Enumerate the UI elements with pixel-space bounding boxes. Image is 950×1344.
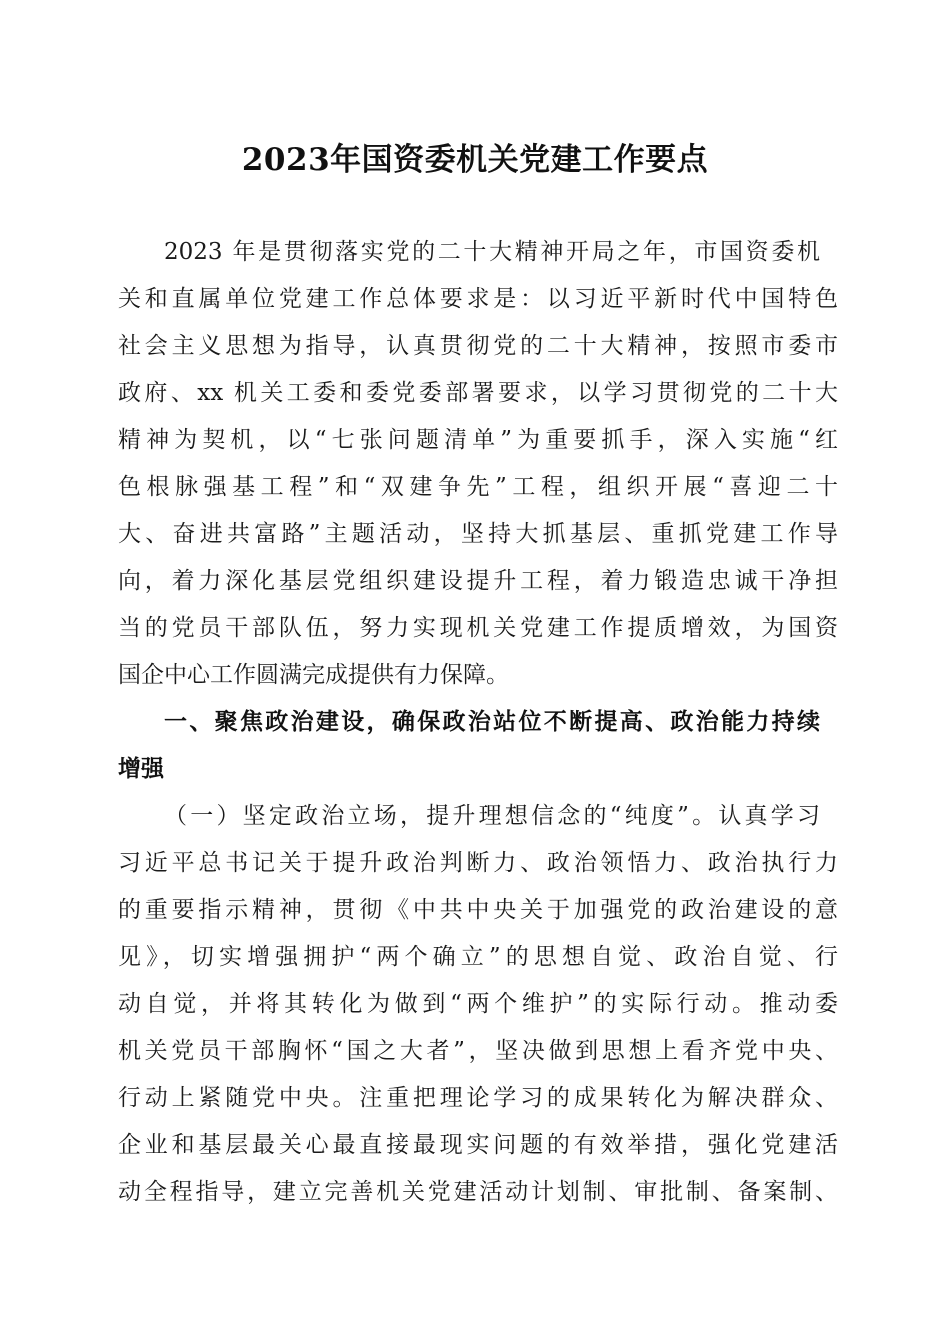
paragraph-line: 行动上紧随党中央。注重把理论学习的成果转化为解决群众、 [118,1085,838,1111]
paragraph-line: 色根脉强基工程”和“双建争先”工程，组织开展“喜迎二十 [118,474,838,500]
paragraph-line: 当的党员干部队伍，努力实现机关党建工作提质增效，为国资 [118,615,838,641]
section-heading: 一、聚焦政治建设，确保政治站位不断提高、政治能力持续 [164,708,820,735]
paragraph-line: 习近平总书记关于提升政治判断力、政治领悟力、政治执行力 [118,850,838,876]
paragraph-line: 国企中心工作圆满完成提供有力保障。 [118,662,509,688]
paragraph-line: 机关党员干部胸怀“国之大者”，坚决做到思想上看齐党中央、 [118,1038,838,1064]
paragraph-line: 企业和基层最关心最直接最现实问题的有效举措，强化党建活 [118,1132,838,1158]
paragraph-line: 2023 年是贯彻落实党的二十大精神开局之年，市国资委机 [164,239,820,265]
paragraph-line: 精神为契机，以“七张问题清单”为重要抓手，深入实施“红 [118,427,838,453]
paragraph-line: 见》，切实增强拥护“两个确立”的思想自觉、政治自觉、行 [118,944,838,970]
paragraph-line: 向，着力深化基层党组织建设提升工程，着力锻造忠诚干净担 [118,568,838,594]
paragraph-line: 关和直属单位党建工作总体要求是：以习近平新时代中国特色 [118,286,838,312]
document-title: 2023年国资委机关党建工作要点 [241,142,709,178]
paragraph-line: 政府、xx 机关工委和委党委部署要求，以学习贯彻党的二十大 [118,380,838,406]
paragraph-line: 动自觉，并将其转化为做到“两个维护”的实际行动。推动委 [118,991,838,1017]
paragraph-line: 的重要指示精神，贯彻《中共中央关于加强党的政治建设的意 [118,897,838,923]
paragraph-line: （一）坚定政治立场，提升理想信念的“纯度”。认真学习 [164,803,820,829]
section-heading-continued: 增强 [118,755,164,782]
paragraph-line: 动全程指导，建立完善机关党建活动计划制、审批制、备案制、 [118,1179,838,1205]
paragraph-line: 大、奋进共富路”主题活动，坚持大抓基层、重抓党建工作导 [118,521,838,547]
paragraph-line: 社会主义思想为指导，认真贯彻党的二十大精神，按照市委市 [118,333,838,359]
